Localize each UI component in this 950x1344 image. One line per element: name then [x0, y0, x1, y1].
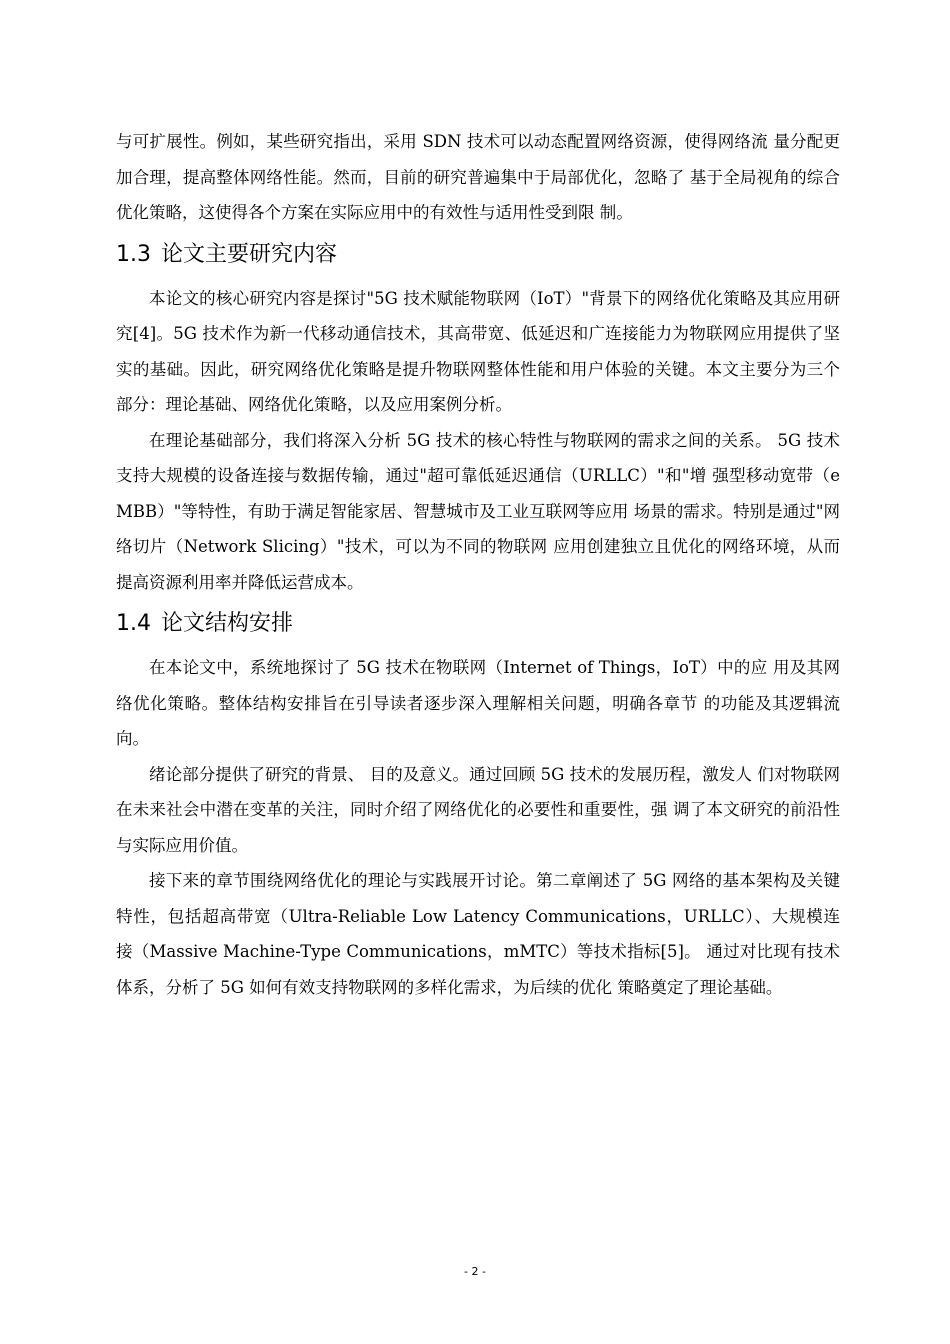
- paragraph-continued: 与可扩展性。例如，某些研究指出，采用 SDN 技术可以动态配置网络资源，使得网络流 量分配更加合理，提高整体网络性能。然而，目前的研究普遍集中于局部优化，忽略了 基于全局视角的综合优化策略，这使得各个方案在实际应用中的有效性与适用性受到限 制。: [116, 132, 840, 222]
- section-heading-1-3: [116, 235, 840, 275]
- paragraph: 在理论基础部分，我们将深入分析 5G 技术的核心特性与物联网的需求之间的关系。 5G 技术支持大规模的设备连接与数据传输，通过"超可靠低延迟通信（URLLC）"和"增 强型移动宽带（eMBB）"等特性，有助于满足智能家居、智慧城市及工业互联网等应用 场景的需求。特别是通过"网络切片（Network Slicing）"技术，可以为不同的物联网 应用创建独立且优化的网络环境，从而提高资源利用率并降低运营成本。: [116, 430, 840, 592]
- page-content: [116, 124, 840, 1005]
- paragraph: 绪论部分提供了研究的背景、 目的及意义。通过回顾 5G 技术的发展历程，激发人 们对物联网在未来社会中潜在变革的关注，同时介绍了网络优化的必要性和重要性，强 调了本文研究的前沿性与实际应用价值。: [116, 764, 840, 855]
- paragraph: 接下来的章节围绕网络优化的理论与实践展开讨论。第二章阐述了 5G 网络的基本架构及关键特性，包括超高带宽（Ultra-Reliable Low Latency Communications，URLLC）、大规模连接（Massive Machine-Type Communications，mMTC）等技术指标[5]。 通过对比现有技术体系，分析了 5G 如何有效支持物联网的多样化需求，为后续的优化 策略奠定了理论基础。: [116, 871, 840, 997]
- section-heading-1-4: [116, 604, 840, 644]
- section-number: 1.3: [116, 241, 151, 267]
- paragraph: 在本论文中，系统地探讨了 5G 技术在物联网（Internet of Things，IoT）中的应 用及其网络优化策略。整体结构安排旨在引导读者逐步深入理解相关问题，明确各章节 的功能及其逻辑流向。: [116, 658, 840, 748]
- section-title: 论文主要研究内容: [161, 241, 338, 267]
- section-number: 1.4: [116, 611, 151, 636]
- paragraph: 本论文的核心研究内容是探讨"5G 技术赋能物联网（IoT）"背景下的网络优化策略及其应用研究[4]。5G 技术作为新一代移动通信技术，其高带宽、低延迟和广连接能力为物联网应用提供了坚实的基础。因此，研究网络优化策略是提升物联网整体性能和用户体验的关键。本文主要分为三个部分：理论基础、网络优化策略，以及应用案例分析。: [116, 288, 840, 414]
- section-title: 论文结构安排: [161, 611, 294, 636]
- page-number: - 2 -: [464, 1265, 486, 1278]
